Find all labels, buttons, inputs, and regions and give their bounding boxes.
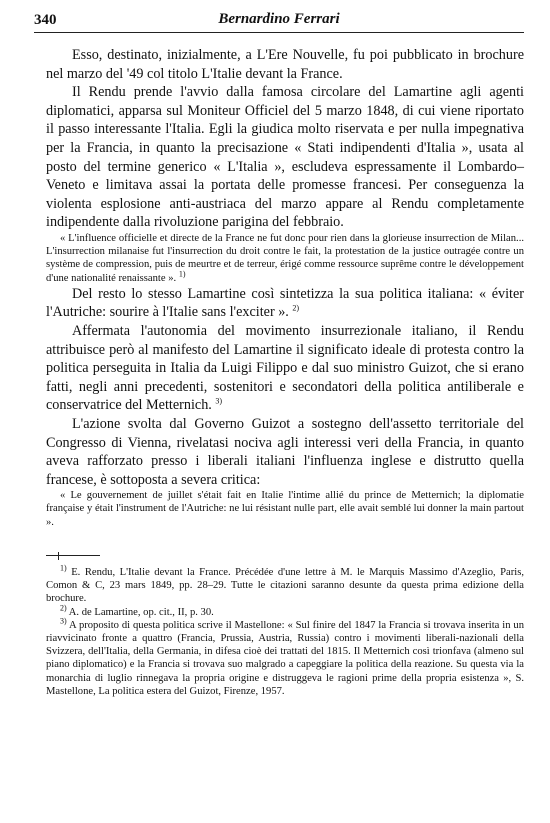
footnote-ref-3: 3) (215, 396, 223, 406)
footnote-number: 2) (60, 602, 67, 612)
footnote-text: A proposito di questa politica scrive il Mastellone: « Sul finire del 1847 la Francia si trovava inserita in un riavvicinato fronte a quattro (Francia, Prussia, Austria, Russia) contro i movimenti liberali-nazionali della Svizzera, dell'Italia, della Germania, in difesa cioè dei trattati del 1815. Il Metternich così trionfava (almeno sul piano diplomatico) e la Francia si trovava suo malgrado a capeggiare la politica della reazione. Su questa via la monarchia di luglio rinnegava la propria origine e distruggeva le ragioni prime della propria esistenza », S. Mastellone, La politica estera del Guizot, Firenze, 1957. (46, 619, 524, 697)
running-title: Bernardino Ferrari (218, 11, 340, 27)
paragraph-4-text: Affermata l'autonomia del movimento insurrezionale italiano, il Rendu attribuisce però al manifesto del Lamartine il significato ideale di protesta contro la politica perseguita in Italia da Luigi Filippo e dal suo ministro Guizot, che si erano fatti, negli anni precedenti, sostenitori e secondatori della politica antiliberale e conservatrice del Metternich. (46, 322, 524, 414)
footnote-ref-2: 2) (292, 303, 300, 313)
block-quote-1 (46, 232, 524, 285)
footnote-1 (46, 563, 524, 606)
paragraph-3-text: Del resto lo stesso Lamartine così sintetizza la sua politica italiana: « éviter l'Autriche: sourire à l'Italie sans l'exciter ». (46, 285, 524, 321)
main-text (46, 46, 524, 698)
footnote-number: 1) (60, 563, 67, 573)
block-quote-2: « Le gouvernement de juillet s'était fait en Italie l'intime allié du prince de Metternich; la diplomatie française y était l'instrument de l'Autriche: ne lui résistant nulle part, elle avait semblé lui donner la main partout ». (46, 490, 524, 528)
footnote-2 (46, 602, 524, 619)
page-number: 340 (34, 12, 57, 28)
paragraph-4 (46, 322, 524, 415)
footnote-text: A. de Lamartine, op. cit., II, p. 30. (68, 606, 214, 618)
paragraph-5: L'azione svolta dal Governo Guizot a sostegno dell'assetto territoriale del Congresso di Vienna, rivelatasi nociva agli interessi veri della Francia, in quanto aveva rafforzato presso i liberali italiani l'influenza inglese e distrutto quella francese, è sottoposta a severa critica: (46, 415, 524, 488)
footnote-3 (46, 616, 524, 698)
footnote-number: 3) (60, 616, 67, 626)
paragraph-3 (46, 285, 524, 322)
block-quote-1-text: « L'influence officielle et directe de la France ne fut donc pour rien dans la glorieuse insurrection de Milan... L'insurrection milanaise fut l'insurrection du droit contre le fait, la protestation de la justice outragée contre un système de compression, puis de meurtre et de terreur, érigé comme ressource suprême contre le développement d'une nationalité renaissante ». (46, 232, 524, 284)
paragraph-2: Il Rendu prende l'avvio dalla famosa circolare del Lamartine agli agenti diplomatici, apparsa sul Moniteur Officiel del 5 marzo 1848, di cui viene riportato il passo interessante l'Italia. Egli la giudica molto riservata e per nulla impegnativa per la Francia, in quanto la precisazione « Stati indipendenti d'Italia », usata al posto del termine generico « L'Italia », escludeva espressamente il Lombardo–Veneto e limitava assai la portata delle promesse francesi. Per conseguenza la violenta esplosione anti-austriaca del marzo appare al Rendu completamente indipendente dalla rivoluzione parigina del febbraio. (46, 84, 524, 231)
footnotes (46, 563, 524, 698)
footnote-text: E. Rendu, L'Italie devant la France. Précédée d'une lettre à M. le Marquis Massimo d'Azeglio, Paris, Comon & C, 23 mars 1849, pp. 28–29. Tutte le citazioni saranno desunte da questa prima edizione della brochure. (46, 566, 524, 605)
footnote-ref-1: 1) (178, 269, 186, 279)
footnote-separator (46, 555, 100, 560)
paragraph-1: Esso, destinato, inizialmente, a L'Ere Nouvelle, fu poi pubblicato in brochure nel marzo del '49 col titolo L'Italie devant la France. (46, 47, 524, 82)
page-header (34, 10, 524, 33)
